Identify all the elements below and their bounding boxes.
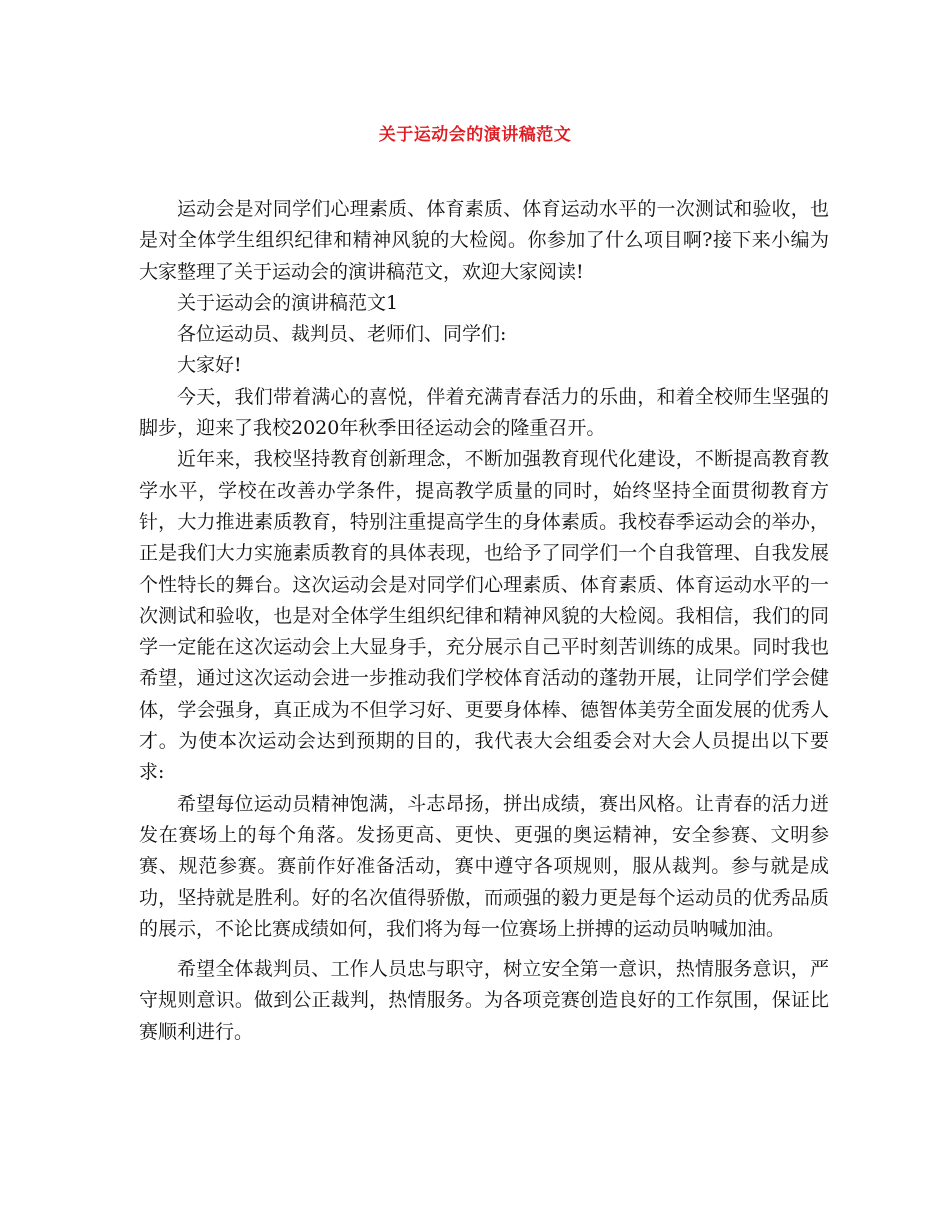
paragraph-greeting: 大家好! xyxy=(177,354,242,377)
paragraph-athletes: 希望每位运动员精神饱满，斗志昂扬，拼出成绩，赛出风格。让青春的活力迸发在赛场上的每个角落。发扬更高、更快、更强的奥运精神，安全参赛、文明参赛、规范参赛。赛前作好准备活动，赛中遵守各项规则，服从裁判。参与就是成功，坚持就是胜利。好的名次值得骄傲，而顽强的毅力更是每个运动员的优秀品质的展示，不论比赛成绩如何，我们将为每一位赛场上拼搏的运动员呐喊加油。 xyxy=(139,792,829,940)
paragraph-subtitle: 关于运动会的演讲稿范文1 xyxy=(177,291,399,314)
paragraph-intro: 运动会是对同学们心理素质、体育素质、体育运动水平的一次测试和验收，也是对全体学生组织纪律和精神风貌的大检阅。你参加了什么项目啊?接下来小编为大家整理了关于运动会的演讲稿范文，欢迎大家阅读! xyxy=(139,198,829,283)
paragraph-salutation: 各位运动员、裁判员、老师们、同学们: xyxy=(177,323,507,346)
paragraph-opening: 今天，我们带着满心的喜悦，伴着充满青春活力的乐曲，和着全校师生坚强的脚步，迎来了我校2020年秋季田径运动会的隆重召开。 xyxy=(139,385,829,440)
paragraph-referees: 希望全体裁判员、工作人员忠与职守，树立安全第一意识，热情服务意识，严守规则意识。做到公正裁判，热情服务。为各项竞赛创造良好的工作氛围，保证比赛顺利进行。 xyxy=(139,958,829,1043)
paragraph-school-development: 近年来，我校坚持教育创新理念，不断加强教育现代化建设，不断提高教育教学水平，学校在改善办学条件，提高教学质量的同时，始终坚持全面贯彻教育方针，大力推进素质教育，特别注重提高学生的身体素质。我校春季运动会的举办，正是我们大力实施素质教育的具体表现，也给予了同学们一个自我管理、自我发展个性特长的舞台。这次运动会是对同学们心理素质、体育素质、体育运动水平的一次测试和验收，也是对全体学生组织纪律和精神风貌的大检阅。我相信，我们的同学一定能在这次运动会上大显身手，充分展示自己平时刻苦训练的成果。同时我也希望，通过这次运动会进一步推动我们学校体育活动的蓬勃开展，让同学们学会健体，学会强身，真正成为不但学习好、更要身体棒、德智体美劳全面发展的优秀人才。为使本次运动会达到预期的目的，我代表大会组委会对大会人员提出以下要求: xyxy=(139,448,829,784)
document-body xyxy=(139,194,829,1048)
document-title: 关于运动会的演讲稿范文 xyxy=(378,125,572,145)
